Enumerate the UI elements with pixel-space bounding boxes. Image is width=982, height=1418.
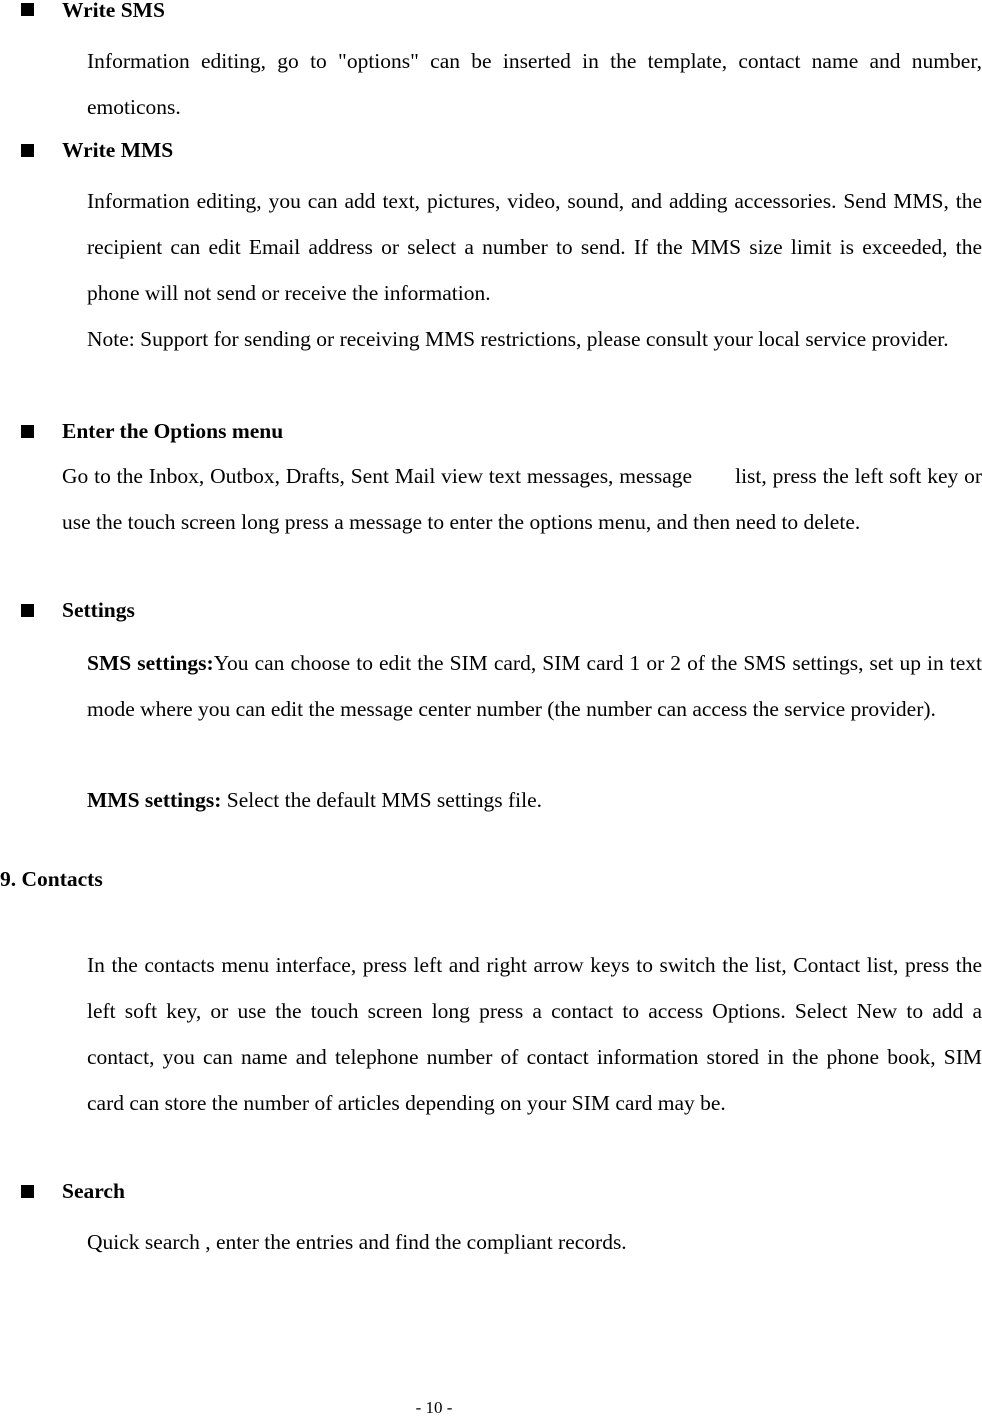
mms-settings-paragraph: [87, 777, 982, 823]
write-sms-heading: Write SMS: [62, 0, 165, 22]
sms-settings-label: SMS settings:: [87, 651, 214, 675]
page-number: - 10 -: [415, 1398, 453, 1417]
settings-heading: Settings: [62, 598, 135, 622]
options-menu-body: Go to the Inbox, Outbox, Drafts, Sent Mail view text messages, message list, press the left soft key or use the touch screen long press a message to enter the options menu, and then need to delete.: [62, 464, 982, 534]
bullet-square-icon: [21, 604, 34, 617]
contacts-body: In the contacts menu interface, press left and right arrow keys to switch the list, Contact list, press the left soft key, or use the touch screen long press a contact to access Options. Select New to add a contact, you can name and telephone number of contact information stored in the phone book, SIM card can store the number of articles depending on your SIM card may be.: [87, 953, 982, 1115]
bullet-square-icon: [21, 3, 34, 16]
mms-settings-body: Select the default MMS settings file.: [221, 788, 543, 812]
mms-settings-label: MMS settings:: [87, 788, 222, 812]
options-menu-heading: Enter the Options menu: [62, 419, 284, 443]
bullet-square-icon: [21, 144, 34, 157]
contacts-section-title: 9. Contacts: [0, 867, 103, 891]
write-mms-heading: Write MMS: [62, 138, 174, 162]
write-mms-note: Note: Support for sending or receiving MMS restrictions, please consult your local service provider.: [87, 327, 949, 351]
search-body: Quick search , enter the entries and find the compliant records.: [87, 1230, 627, 1254]
bullet-square-icon: [21, 1185, 34, 1198]
bullet-square-icon: [21, 425, 34, 438]
write-mms-body: Information editing, you can add text, pictures, video, sound, and adding accessories. Send MMS, the recipient can edit Email address or select a number to send. If the MMS size limit is exceeded, the phone will not send or receive the information.: [87, 189, 982, 305]
sms-settings-body: You can choose to edit the SIM card, SIM card 1 or 2 of the SMS settings, set up in text mode where you can edit the message center number (the number can access the service provider).: [87, 651, 982, 721]
sms-settings-paragraph: [87, 640, 982, 732]
write-sms-body: Information editing, go to "options" can be inserted in the template, contact name and number, emoticons.: [87, 49, 982, 119]
search-heading: Search: [62, 1179, 125, 1203]
